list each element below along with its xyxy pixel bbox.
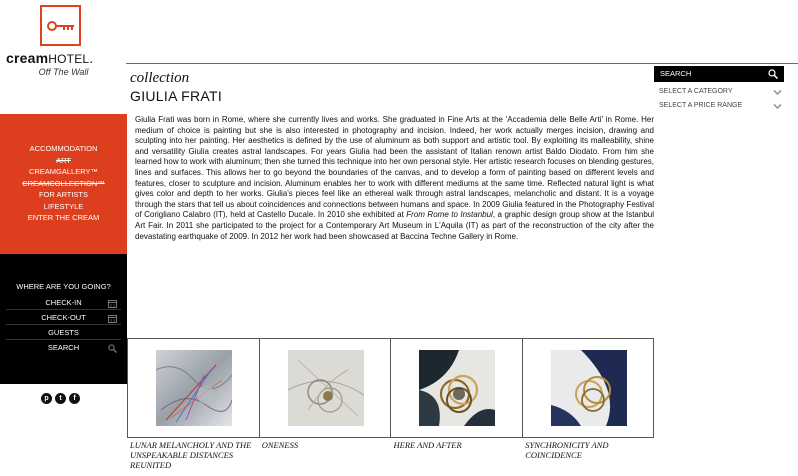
artist-name: GIULIA FRATI — [130, 88, 223, 104]
bio-part-1: Giulia Frati was born in Rome, where she currently lives and works. She graduated in Fine Arts at the 'Accademia delle Belle Arti' in Rome. Her medium of choice is painting but she is also interested in photography and incision. Indeed, her work actually merges incision, drawing and sculpting into her painting. Her aesthetics is defined by the use of aluminum as both support and artistic tool. By exploiting its malleability, shine and versatility Giulia creates astral landscapes. For years Giulia had been the assistant of Italian renown artist Baldo Diodato. From him she learned how to work with aluminum; then she turned this technique into her own personal style. Her artistic research focuses on blending gestures, lines and surfaces. This allows her to go beyond the boundaries of the canvas, and to develop a form of painting based on different levels and features, closer to sculpture and incision. Aluminum enables her to work with different mediums at the same time. Reflected natural light is what gives color and depth to her works. Giulia's pieces feel like an ethereal walk through astral landscapes, melancholic and distant. It is a voyage through the stars that tell us about coincidences and connections between humans and space. In 2009 Giulia featured in the Photography Festival of Corigliano Calabro (IT), held at Castello Ducale. In 2010 she exhibited at — [135, 115, 654, 220]
search-icon[interactable] — [768, 69, 778, 85]
bio-part-2: , a graphic design group show at the Istanbul Art Fair. In 2011 she participated to the project for a Contemporary Art Museum in L'Aquila (IT) as part of the reconstruction of the city after the devastating earthquake of 2009. In 2012 her work had been showcased at Baccina Techne Gallery in Rome. — [135, 210, 654, 241]
artwork-card-lunar-melancholy[interactable] — [128, 339, 260, 437]
artwork-card-oneness[interactable] — [260, 339, 392, 437]
artwork-thumbnail[interactable] — [551, 350, 627, 426]
checkout-label: CHECK-OUT — [41, 313, 86, 322]
menu-item-creamcollection[interactable]: CREAMCOLLECTION™ — [22, 178, 105, 188]
logo-key-icon[interactable] — [40, 5, 81, 46]
booking-widget — [0, 254, 127, 384]
artwork-title[interactable]: ONENESS — [261, 440, 299, 450]
social-links — [41, 393, 80, 404]
chevron-down-icon — [773, 103, 782, 112]
guests-label: GUESTS — [48, 328, 79, 337]
artwork-thumbnail[interactable] — [288, 350, 364, 426]
brand-name-light: HOTEL — [48, 52, 90, 66]
menu-item-creamgallery[interactable]: CREAMGALLERY™ — [28, 167, 99, 176]
checkin-label: CHECK-IN — [45, 298, 82, 307]
menu-item-accommodation[interactable]: ACCOMMODATION — [29, 144, 98, 153]
booking-search-label: SEARCH — [47, 343, 80, 352]
artwork-gallery — [127, 338, 654, 438]
facebook-icon[interactable]: f — [69, 393, 80, 404]
artwork-card-synchronicity[interactable] — [523, 339, 654, 437]
artist-bio — [135, 115, 654, 242]
booking-search-button[interactable] — [6, 340, 121, 355]
section-title: collection — [130, 70, 190, 86]
brand-tagline: Off The Wall — [38, 67, 89, 77]
collection-search[interactable] — [654, 66, 784, 82]
sidebar — [0, 0, 127, 476]
artwork-card-here-and-after[interactable] — [391, 339, 523, 437]
category-select-label: SELECT A CATEGORY — [659, 88, 733, 95]
artwork-captions — [127, 440, 654, 470]
menu-item-for-artists[interactable]: FOR ARTISTS — [38, 190, 89, 199]
collection-search-label: SEARCH — [660, 69, 692, 78]
pinterest-icon[interactable]: p — [41, 393, 52, 404]
menu-item-lifestyle[interactable]: LIFESTYLE — [43, 201, 84, 211]
artwork-title[interactable]: LUNAR MELANCHOLY AND THE UNSPEAKABLE DISTANCES REUNITED — [130, 440, 252, 470]
artwork-thumbnail[interactable] — [156, 350, 232, 426]
brand-name-bold: cream — [6, 50, 49, 66]
menu-item-enter-the-cream[interactable]: ENTER THE CREAM — [27, 213, 100, 222]
search-icon[interactable] — [108, 343, 117, 358]
bio-exhibition-title: From Rome to Instanbul — [406, 210, 493, 220]
artwork-title[interactable]: HERE AND AFTER — [393, 440, 462, 450]
artwork-title[interactable]: SYNCHRONICITY AND COINCIDENCE — [525, 440, 609, 460]
checkout-field[interactable] — [6, 310, 121, 325]
brand-logo[interactable] — [6, 50, 121, 66]
price-range-label: SELECT A PRICE RANGE — [659, 102, 743, 109]
header-divider — [126, 63, 798, 64]
chevron-down-icon — [773, 89, 782, 98]
price-range-select[interactable] — [659, 102, 784, 109]
checkin-field[interactable] — [6, 295, 121, 310]
main-menu — [0, 114, 127, 254]
twitter-icon[interactable]: t — [55, 393, 66, 404]
category-select[interactable] — [659, 88, 784, 95]
brand-dot: . — [89, 50, 94, 66]
guests-field[interactable] — [6, 325, 121, 340]
menu-item-art[interactable]: ART — [56, 155, 71, 165]
booking-title: WHERE ARE YOU GOING? — [16, 282, 111, 291]
artwork-thumbnail[interactable] — [419, 350, 495, 426]
